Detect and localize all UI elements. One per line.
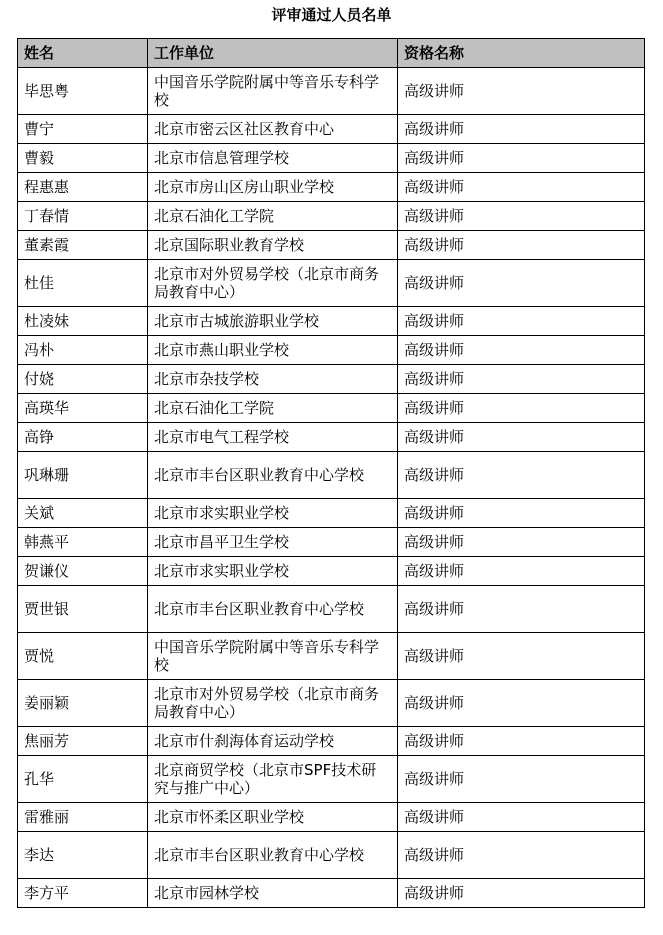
cell-qualification: 高级讲师 xyxy=(398,832,645,879)
cell-work-unit: 北京石油化工学院 xyxy=(148,202,398,231)
header-name: 姓名 xyxy=(18,39,148,68)
cell-work-unit: 北京市房山区房山职业学校 xyxy=(148,173,398,202)
table-row xyxy=(18,231,645,260)
cell-qualification: 高级讲师 xyxy=(398,727,645,756)
table-row xyxy=(18,365,645,394)
cell-work-unit: 北京石油化工学院 xyxy=(148,394,398,423)
table-row xyxy=(18,499,645,528)
table-row xyxy=(18,557,645,586)
cell-qualification: 高级讲师 xyxy=(398,680,645,727)
table-row xyxy=(18,68,645,115)
cell-work-unit: 北京市求实职业学校 xyxy=(148,499,398,528)
cell-qualification: 高级讲师 xyxy=(398,756,645,803)
cell-name: 杜佳 xyxy=(18,260,148,307)
cell-work-unit: 北京市电气工程学校 xyxy=(148,423,398,452)
cell-qualification: 高级讲师 xyxy=(398,115,645,144)
table-row xyxy=(18,202,645,231)
cell-qualification: 高级讲师 xyxy=(398,365,645,394)
table-row xyxy=(18,680,645,727)
cell-work-unit: 北京市求实职业学校 xyxy=(148,557,398,586)
cell-name: 巩琳珊 xyxy=(18,452,148,499)
table-row xyxy=(18,633,645,680)
cell-name: 孔华 xyxy=(18,756,148,803)
cell-work-unit: 北京市什刹海体育运动学校 xyxy=(148,727,398,756)
cell-qualification: 高级讲师 xyxy=(398,586,645,633)
cell-qualification: 高级讲师 xyxy=(398,394,645,423)
table-row xyxy=(18,144,645,173)
cell-work-unit: 北京市丰台区职业教育中心学校 xyxy=(148,452,398,499)
header-work-unit: 工作单位 xyxy=(148,39,398,68)
table-row xyxy=(18,336,645,365)
cell-work-unit: 北京市杂技学校 xyxy=(148,365,398,394)
cell-name: 程惠惠 xyxy=(18,173,148,202)
cell-name: 贺谦仪 xyxy=(18,557,148,586)
approved-personnel-table xyxy=(17,38,645,908)
cell-work-unit: 北京市怀柔区职业学校 xyxy=(148,803,398,832)
cell-name: 丁春情 xyxy=(18,202,148,231)
cell-qualification: 高级讲师 xyxy=(398,68,645,115)
table-row xyxy=(18,803,645,832)
cell-name: 贾世银 xyxy=(18,586,148,633)
cell-name: 冯朴 xyxy=(18,336,148,365)
cell-work-unit: 北京市古城旅游职业学校 xyxy=(148,307,398,336)
header-qualification: 资格名称 xyxy=(398,39,645,68)
table-row xyxy=(18,879,645,908)
cell-qualification: 高级讲师 xyxy=(398,260,645,307)
table-header-row xyxy=(18,39,645,68)
cell-qualification: 高级讲师 xyxy=(398,173,645,202)
cell-work-unit: 北京商贸学校（北京市SPF技术研究与推广中心） xyxy=(148,756,398,803)
cell-name: 雷雅丽 xyxy=(18,803,148,832)
cell-work-unit: 北京市对外贸易学校（北京市商务局教育中心） xyxy=(148,260,398,307)
table-body xyxy=(18,68,645,908)
table-row xyxy=(18,307,645,336)
cell-work-unit: 中国音乐学院附属中等音乐专科学校 xyxy=(148,633,398,680)
cell-name: 高瑛华 xyxy=(18,394,148,423)
cell-qualification: 高级讲师 xyxy=(398,423,645,452)
cell-name: 曹毅 xyxy=(18,144,148,173)
cell-name: 曹宁 xyxy=(18,115,148,144)
table-row xyxy=(18,756,645,803)
cell-name: 关斌 xyxy=(18,499,148,528)
table-row xyxy=(18,452,645,499)
cell-work-unit: 北京市丰台区职业教育中心学校 xyxy=(148,586,398,633)
cell-work-unit: 北京市园林学校 xyxy=(148,879,398,908)
cell-name: 贾悦 xyxy=(18,633,148,680)
cell-name: 付娆 xyxy=(18,365,148,394)
cell-qualification: 高级讲师 xyxy=(398,528,645,557)
cell-qualification: 高级讲师 xyxy=(398,499,645,528)
table-row xyxy=(18,260,645,307)
cell-qualification: 高级讲师 xyxy=(398,879,645,908)
cell-name: 高铮 xyxy=(18,423,148,452)
cell-qualification: 高级讲师 xyxy=(398,557,645,586)
cell-work-unit: 北京市信息管理学校 xyxy=(148,144,398,173)
cell-qualification: 高级讲师 xyxy=(398,202,645,231)
cell-name: 杜凌妹 xyxy=(18,307,148,336)
cell-qualification: 高级讲师 xyxy=(398,307,645,336)
table-row xyxy=(18,586,645,633)
table-row xyxy=(18,394,645,423)
cell-qualification: 高级讲师 xyxy=(398,231,645,260)
cell-qualification: 高级讲师 xyxy=(398,633,645,680)
cell-qualification: 高级讲师 xyxy=(398,803,645,832)
table-row xyxy=(18,423,645,452)
cell-qualification: 高级讲师 xyxy=(398,452,645,499)
cell-work-unit: 中国音乐学院附属中等音乐专科学校 xyxy=(148,68,398,115)
cell-work-unit: 北京市对外贸易学校（北京市商务局教育中心） xyxy=(148,680,398,727)
cell-name: 毕思粤 xyxy=(18,68,148,115)
cell-qualification: 高级讲师 xyxy=(398,144,645,173)
cell-work-unit: 北京国际职业教育学校 xyxy=(148,231,398,260)
cell-name: 李达 xyxy=(18,832,148,879)
cell-work-unit: 北京市密云区社区教育中心 xyxy=(148,115,398,144)
cell-name: 董素霞 xyxy=(18,231,148,260)
cell-name: 姜丽颖 xyxy=(18,680,148,727)
cell-work-unit: 北京市丰台区职业教育中心学校 xyxy=(148,832,398,879)
table-row xyxy=(18,727,645,756)
table-row xyxy=(18,173,645,202)
cell-name: 韩燕平 xyxy=(18,528,148,557)
cell-name: 焦丽芳 xyxy=(18,727,148,756)
table-row xyxy=(18,832,645,879)
page-title: 评审通过人员名单 xyxy=(271,6,392,24)
cell-qualification: 高级讲师 xyxy=(398,336,645,365)
cell-work-unit: 北京市昌平卫生学校 xyxy=(148,528,398,557)
cell-work-unit: 北京市燕山职业学校 xyxy=(148,336,398,365)
cell-name: 李方平 xyxy=(18,879,148,908)
table-row xyxy=(18,528,645,557)
table-row xyxy=(18,115,645,144)
